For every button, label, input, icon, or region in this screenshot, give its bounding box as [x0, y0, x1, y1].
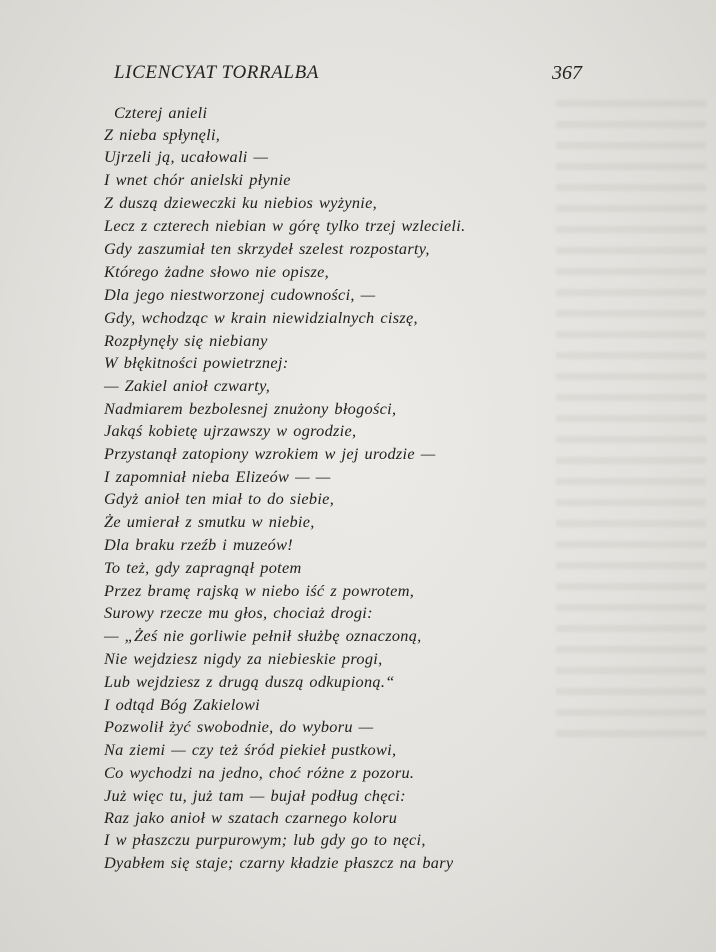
poem-line: Dyabłem się staje; czarny kładzie płaszcz na bary — [104, 853, 454, 872]
poem-line: Surowy rzecze mu głos, chociaż drogi: — [104, 603, 373, 622]
poem-line: Przez bramę rajską w niebo iść z powrotem, — [104, 581, 415, 600]
poem-line: Którego żadne słowo nie opisze, — [104, 262, 329, 281]
poem-line: Dla braku rzeźb i muzeów! — [104, 535, 293, 554]
poem-line: Na ziemi — czy też śród piekieł pustkowi, — [104, 740, 397, 759]
poem-line: Rozpłynęły się niebiany — [104, 331, 268, 350]
poem-line: I wnet chór anielski płynie — [104, 170, 291, 189]
poem-line: Nie wejdziesz nigdy za niebieskie progi, — [104, 649, 383, 668]
running-title: LICENCYAT TORRALBA — [114, 62, 319, 83]
poem-line: Gdy, wchodząc w krain niewidzialnych ciszę, — [104, 308, 418, 327]
poem-line: Już więc tu, już tam — bujał podług chęci: — [104, 786, 406, 805]
poem-line: — Zakiel anioł czwarty, — [104, 376, 271, 395]
poem-line: Gdyż anioł ten miał to do siebie, — [104, 489, 335, 508]
poem-line: I w płaszczu purpurowym; lub gdy go to nęci, — [104, 830, 426, 849]
poem-line: Przystanął zatopiony wzrokiem w jej urodzie — — [104, 444, 436, 463]
poem-body — [0, 102, 716, 872]
poem-line: Że umierał z smutku w niebie, — [104, 512, 315, 531]
poem-line: Z duszą dzieweczki ku niebios wyżynie, — [104, 193, 378, 212]
poem-line: I zapomniał nieba Elizeów — — — [104, 467, 331, 486]
poem-line: Dla jego niestworzonej cudowności, — — [104, 285, 376, 304]
poem-line: Nadmiarem bezbolesnej znużony błogości, — [104, 399, 397, 418]
poem-line: Ujrzeli ją, ucałowali — — [104, 147, 269, 166]
poem-line: Raz jako anioł w szatach czarnego koloru — [104, 808, 398, 827]
poem-line: Gdy zaszumiał ten skrzydeł szelest rozpostarty, — [104, 239, 430, 258]
poem-line: Lub wejdziesz z drugą duszą odkupioną.“ — [104, 672, 395, 691]
poem-line: Co wychodzi na jedno, choć różne z pozoru. — [104, 763, 415, 782]
poem-line: Z nieba spłynęli, — [104, 125, 221, 144]
poem-line: Pozwolił żyć swobodnie, do wyboru — — [104, 717, 374, 736]
poem-line: W błękitności powietrznej: — [104, 353, 289, 372]
poem-line: Jakąś kobietę ujrzawszy w ogrodzie, — [104, 421, 357, 440]
poem-line: I odtąd Bóg Zakielowi — [104, 695, 260, 714]
page-number: 367 — [552, 62, 582, 84]
poem-line: — „Żeś nie gorliwie pełnił służbę oznaczoną, — [104, 626, 422, 645]
poem-line: Lecz z czterech niebian w górę tylko trzej wzlecieli. — [104, 216, 466, 235]
poem-line: Czterej anieli — [114, 103, 208, 122]
poem-line: To też, gdy zapragnął potem — [104, 558, 302, 577]
